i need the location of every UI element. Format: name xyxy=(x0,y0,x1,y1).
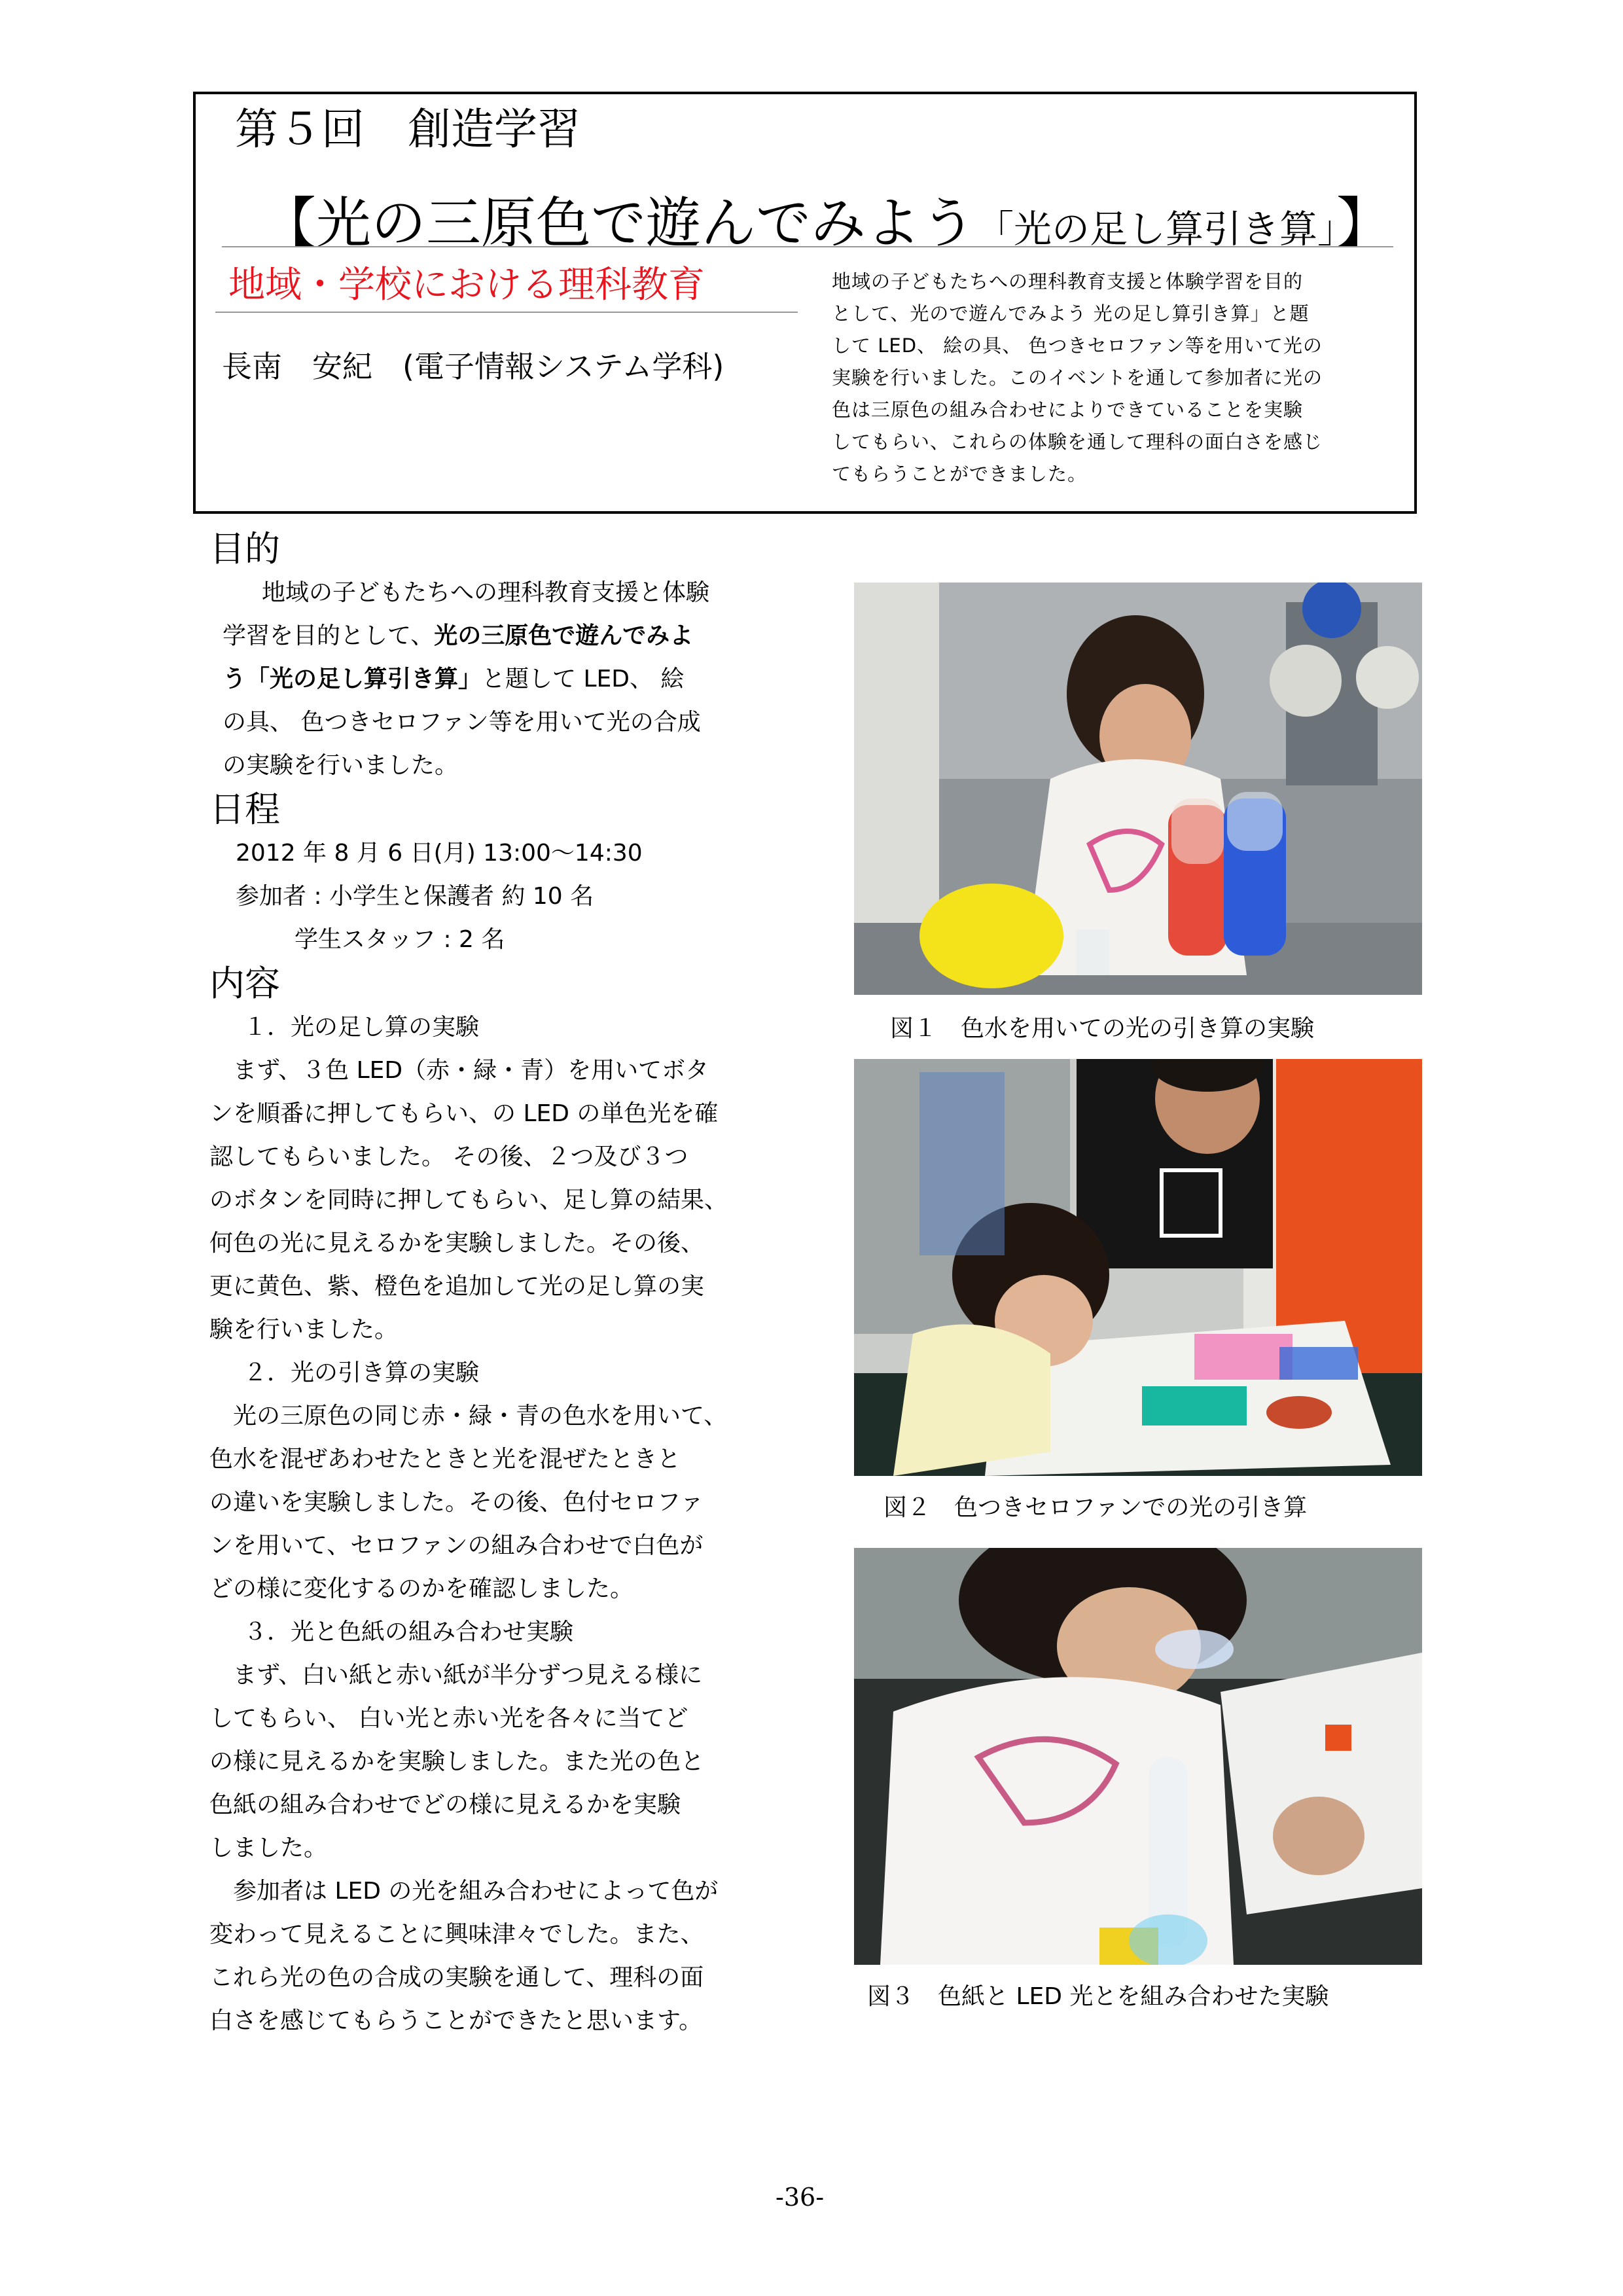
closing-line: 参加者は LED の光を組み合わせによって色が xyxy=(233,1878,719,1905)
purpose-text xyxy=(209,571,805,787)
item-line: ンを用いて、セロファンの組み合わせで白色が xyxy=(209,1532,704,1559)
abstract-line: 色は三原色の組み合わせによりできていることを実験 xyxy=(832,399,1304,421)
schedule-text xyxy=(209,832,805,961)
purpose-line-text: 学習を目的として、 xyxy=(223,622,435,649)
abstract-line: 地域の子どもたちへの理科教育支援と体験学習を目的 xyxy=(832,270,1304,293)
author: 長南 安紀 (電子情報システム学科) xyxy=(222,349,724,384)
content-text xyxy=(209,1006,805,2043)
closing-line: 白さを感じてもらうことができたと思います。 xyxy=(209,2007,703,2034)
abstract-line: してもらい、これらの体験を通して理科の面白さを感じ xyxy=(832,431,1323,453)
item-line: 色水を混ぜあわせたときと光を混ぜたときと xyxy=(209,1446,681,1473)
series-title: 第５回 創造学習 xyxy=(235,104,580,154)
item-line: 光の三原色の同じ赤・緑・青の色水を用いて、 xyxy=(233,1403,728,1429)
item-line: 何色の光に見えるかを実験しました。その後、 xyxy=(209,1230,705,1257)
purpose-heading: 目的 xyxy=(209,528,280,569)
figure-3-caption: 図３ 色紙と LED 光とを組み合わせた実験 xyxy=(867,1983,1329,2010)
item-line: の違いを実験しました。その後、色付セロファ xyxy=(209,1489,704,1516)
item-title: ２．光の引き算の実験 xyxy=(243,1359,480,1386)
item-line: しました。 xyxy=(209,1835,328,1861)
purpose-line: 地域の子どもたちへの理科教育支援と体験 xyxy=(262,579,710,606)
abstract-line: して LED、 絵の具、 色つきセロファン等を用いて光の xyxy=(832,334,1323,357)
item-line: のボタンを同時に押してもらい、足し算の結果、 xyxy=(209,1187,728,1213)
purpose-line: の実験を行いました。 xyxy=(223,752,459,779)
purpose-line xyxy=(223,658,805,701)
item-line: どの様に変化するのかを確認しました。 xyxy=(209,1575,634,1602)
figure-2-caption: 図２ 色つきセロファンでの光の引き算 xyxy=(883,1494,1308,1521)
schedule-heading: 日程 xyxy=(209,789,280,830)
schedule-date: 2012 年 8 月 6 日(月) 13:00～14:30 xyxy=(236,840,643,867)
item-line: まず、３色 LED（赤・緑・青）を用いてボタ xyxy=(233,1057,709,1084)
purpose-line-text: と題して LED、 絵 xyxy=(482,666,685,692)
item-title: ３．光と色紙の組み合わせ実験 xyxy=(243,1619,574,1645)
purpose-bold-text: う「光の足し算引き算」 xyxy=(223,666,482,692)
item-line: 色紙の組み合わせでどの様に見えるかを実験 xyxy=(209,1791,681,1818)
item-line: ンを順番に押してもらい、の LED の単色光を確 xyxy=(209,1100,719,1127)
figure-1-photo xyxy=(854,583,1422,995)
abstract-line: 実験を行いました。このイベントを通して参加者に光の xyxy=(832,367,1323,389)
figure-3-photo xyxy=(854,1548,1422,1965)
content-heading: 内容 xyxy=(209,963,280,1004)
item-line: の様に見えるかを実験しました。また光の色と xyxy=(209,1748,705,1775)
page-number: -36- xyxy=(776,2183,825,2212)
item-line: まず、白い紙と赤い紙が半分ずつ見える様に xyxy=(233,1662,703,1689)
item-line: 更に黄色、紫、橙色を追加して光の足し算の実 xyxy=(209,1273,705,1300)
header-box xyxy=(193,92,1417,514)
schedule-participants: 参加者 : 小学生と保護者 約 10 名 xyxy=(236,883,594,910)
closing-line: これら光の色の合成の実験を通して、理科の面 xyxy=(209,1964,704,1991)
item-title: １．光の足し算の実験 xyxy=(243,1014,480,1041)
item-line: 験を行いました。 xyxy=(209,1316,399,1343)
item-line: 認してもらいました。 その後、２つ及び３つ xyxy=(209,1143,688,1170)
title-close: 】 xyxy=(1336,191,1392,255)
purpose-line: の具、 色つきセロファン等を用いて光の合成 xyxy=(223,709,701,736)
abstract-line: として、光ので遊んでみよう 光の足し算引き算」と題 xyxy=(832,302,1310,325)
figure-1-caption: 図１ 色水を用いての光の引き算の実験 xyxy=(890,1015,1315,1042)
figure-2-photo xyxy=(854,1059,1422,1476)
purpose-bold-text: 光の三原色で遊んでみよ xyxy=(434,622,694,649)
category-label: 地域・学校における理科教育 xyxy=(228,264,705,306)
title-main: 【光の三原色で遊んでみよう xyxy=(261,191,976,255)
purpose-line xyxy=(223,615,805,658)
category-rule xyxy=(215,312,798,313)
abstract-line: てもらうことができました。 xyxy=(832,463,1088,485)
closing-line: 変わって見えることに興味津々でした。また、 xyxy=(209,1921,704,1948)
title-sub: 「光の足し算引き算」 xyxy=(976,207,1337,251)
title-rule xyxy=(222,246,1393,247)
abstract xyxy=(832,266,1395,490)
schedule-staff: 学生スタッフ : 2 名 xyxy=(294,926,505,953)
left-column xyxy=(209,527,805,2043)
item-line: してもらい、 白い光と赤い光を各々に当てど xyxy=(209,1705,688,1732)
